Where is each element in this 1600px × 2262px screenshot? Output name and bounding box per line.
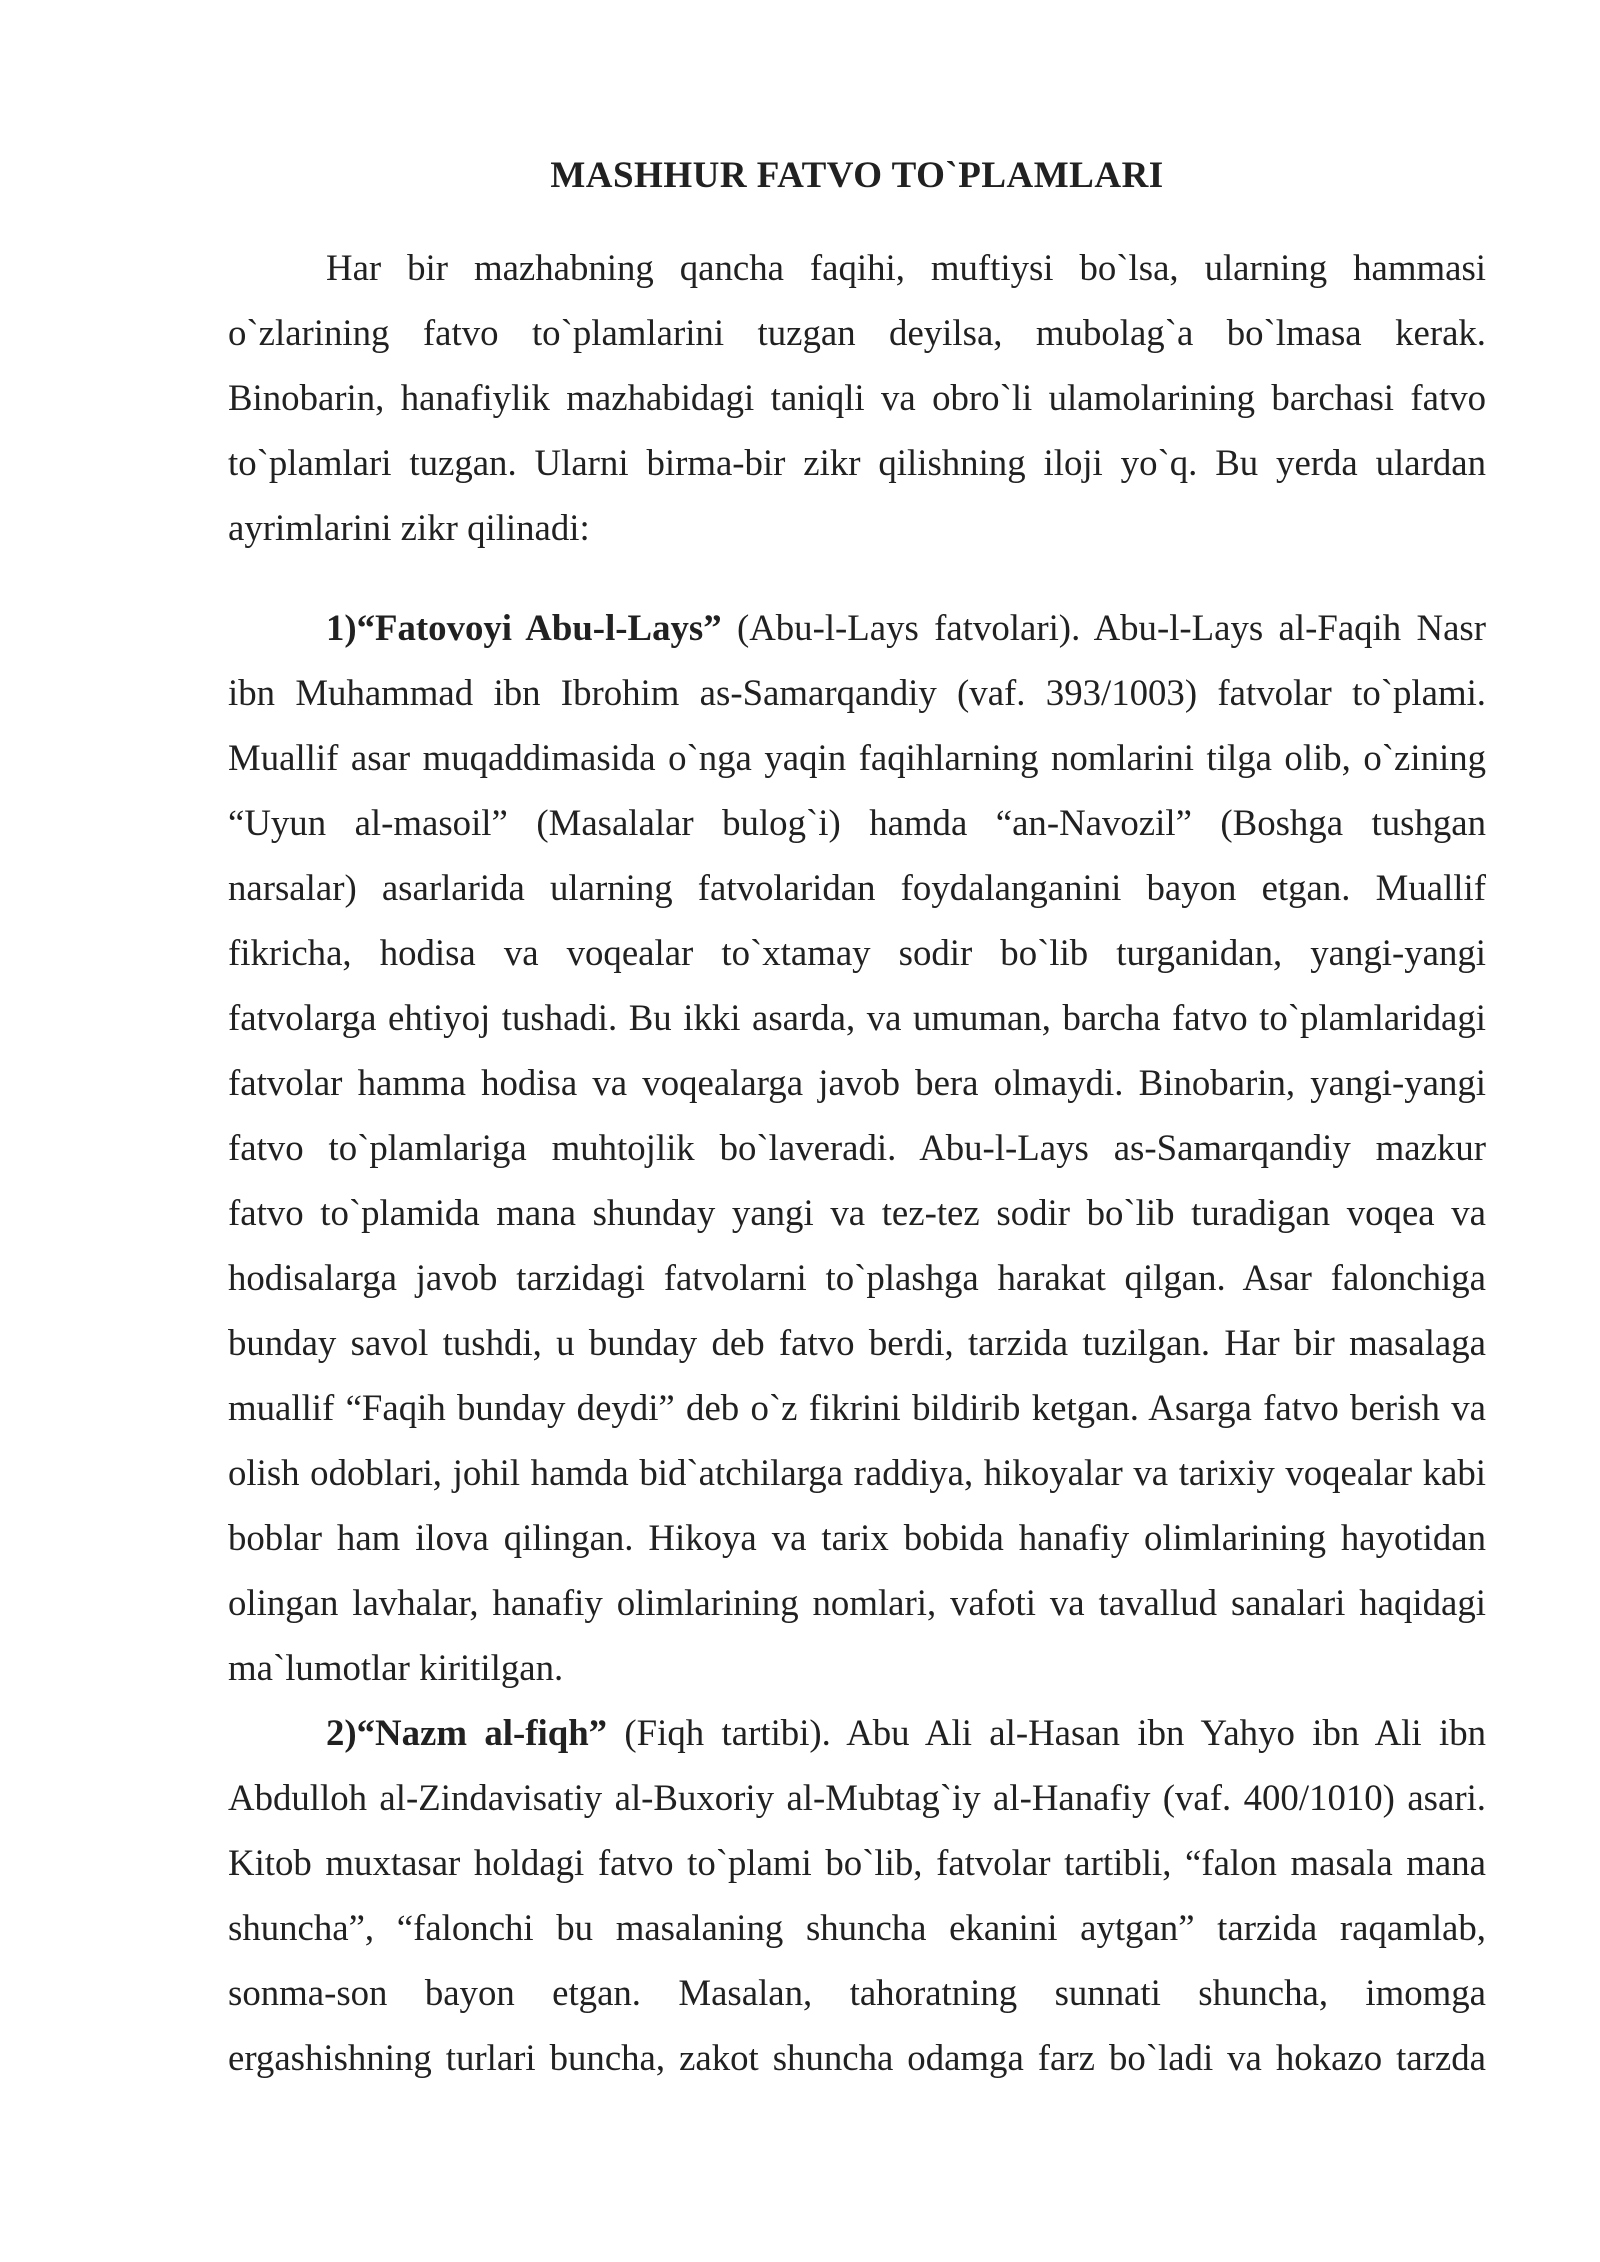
paragraph-line: shuncha”, “falonchi bu masalaning shuncha ekanini aytgan” tarzida raqamlab, xyxy=(228,1907,1486,1948)
paragraph-line: Binobarin, hanafiylik mazhabidagi taniqli va obro`li ulamolarining barchasi fatvo xyxy=(228,377,1486,418)
paragraph-line: to`plamlari tuzgan. Ularni birma-bir zikr qilishning iloji yo`q. Bu yerda ulardan xyxy=(228,442,1486,483)
paragraph-line: Muallif asar muqaddimasida o`nga yaqin faqihlarning nomlarini tilga olib, o`zining xyxy=(228,737,1486,778)
paragraph-intro xyxy=(228,235,1486,560)
paragraph-line: “Uyun al-masoil” (Masalalar bulog`i) hamda “an-Navozil” (Boshga tushgan xyxy=(228,802,1486,843)
paragraph-line: narsalar) asarlarida ularning fatvolaridan foydalanganini bayon etgan. Muallif xyxy=(228,867,1486,908)
paragraph-line: fikricha, hodisa va voqealar to`xtamay sodir bo`lib turganidan, yangi-yangi xyxy=(228,932,1486,973)
bold-run: 1)“Fatovoyi Abu-l-Lays” xyxy=(326,607,722,648)
paragraph-line: Kitob muxtasar holdagi fatvo to`plami bo`lib, fatvolar tartibli, “falon masala mana xyxy=(228,1842,1486,1883)
paragraph-item-2 xyxy=(228,1700,1486,2090)
paragraph-line: muallif “Faqih bunday deydi” deb o`z fikrini bildirib ketgan. Asarga fatvo berish va xyxy=(228,1387,1486,1428)
document-content xyxy=(228,143,1486,2090)
paragraph-line: ma`lumotlar kiritilgan. xyxy=(228,1647,564,1688)
paragraph-line: fatvo to`plamlariga muhtojlik bo`laveradi. Abu-l-Lays as-Samarqandiy mazkur xyxy=(228,1127,1486,1168)
paragraph-line: olingan lavhalar, hanafiy olimlarining nomlari, vafoti va tavallud sanalari haqidagi xyxy=(228,1582,1486,1623)
paragraph-line: fatvolar hamma hodisa va voqealarga javob bera olmaydi. Binobarin, yangi-yangi xyxy=(228,1062,1486,1103)
regular-run: (Fiqh tartibi). Abu Ali al-Hasan ibn Yahyo ibn Ali ibn xyxy=(607,1712,1486,1753)
paragraph-line: boblar ham ilova qilingan. Hikoya va tarix bobida hanafiy olimlarining hayotidan xyxy=(228,1517,1486,1558)
regular-run: (Abu-l-Lays fatvolari). Abu-l-Lays al-Faqih Nasr xyxy=(721,607,1486,648)
paragraph-item-1 xyxy=(228,595,1486,1700)
paragraph-line: ibn Muhammad ibn Ibrohim as-Samarqandiy (vaf. 393/1003) fatvolar to`plami. xyxy=(228,672,1486,713)
paragraph-line: fatvolarga ehtiyoj tushadi. Bu ikki asarda, va umuman, barcha fatvo to`plamlaridagi xyxy=(228,997,1486,1038)
page-title: MASHHUR FATVO TO`PLAMLARI xyxy=(550,155,1164,196)
paragraph-line: sonma-son bayon etgan. Masalan, tahoratning sunnati shuncha, imomga xyxy=(228,1972,1486,2013)
paragraph-line: bunday savol tushdi, u bunday deb fatvo berdi, tarzida tuzilgan. Har bir masalaga xyxy=(228,1322,1486,1363)
paragraph-line: o`zlarining fatvo to`plamlarini tuzgan deyilsa, mubolag`a bo`lmasa kerak. xyxy=(228,312,1486,353)
paragraph-line: ayrimlarini zikr qilinadi: xyxy=(228,507,590,548)
paragraph-line: hodisalarga javob tarzidagi fatvolarni to`plashga harakat qilgan. Asar falonchiga xyxy=(228,1257,1486,1298)
paragraph-line xyxy=(228,1700,1486,1765)
paragraph-line: fatvo to`plamida mana shunday yangi va tez-tez sodir bo`lib turadigan voqea va xyxy=(228,1192,1486,1233)
paragraph-line: Har bir mazhabning qancha faqihi, muftiysi bo`lsa, ularning hammasi xyxy=(326,247,1486,288)
paragraph-line xyxy=(228,595,1486,660)
paragraph-line: ergashishning turlari buncha, zakot shuncha odamga farz bo`ladi va hokazo tarzda xyxy=(228,2037,1486,2078)
paragraph-line: olish odoblari, johil hamda bid`atchilarga raddiya, hikoyalar va tarixiy voqealar kabi xyxy=(228,1452,1486,1493)
paragraph-line: Abdulloh al-Zindavisatiy al-Buxoriy al-Mubtag`iy al-Hanafiy (vaf. 400/1010) asari. xyxy=(228,1777,1486,1818)
bold-run: 2)“Nazm al-fiqh” xyxy=(326,1712,608,1753)
